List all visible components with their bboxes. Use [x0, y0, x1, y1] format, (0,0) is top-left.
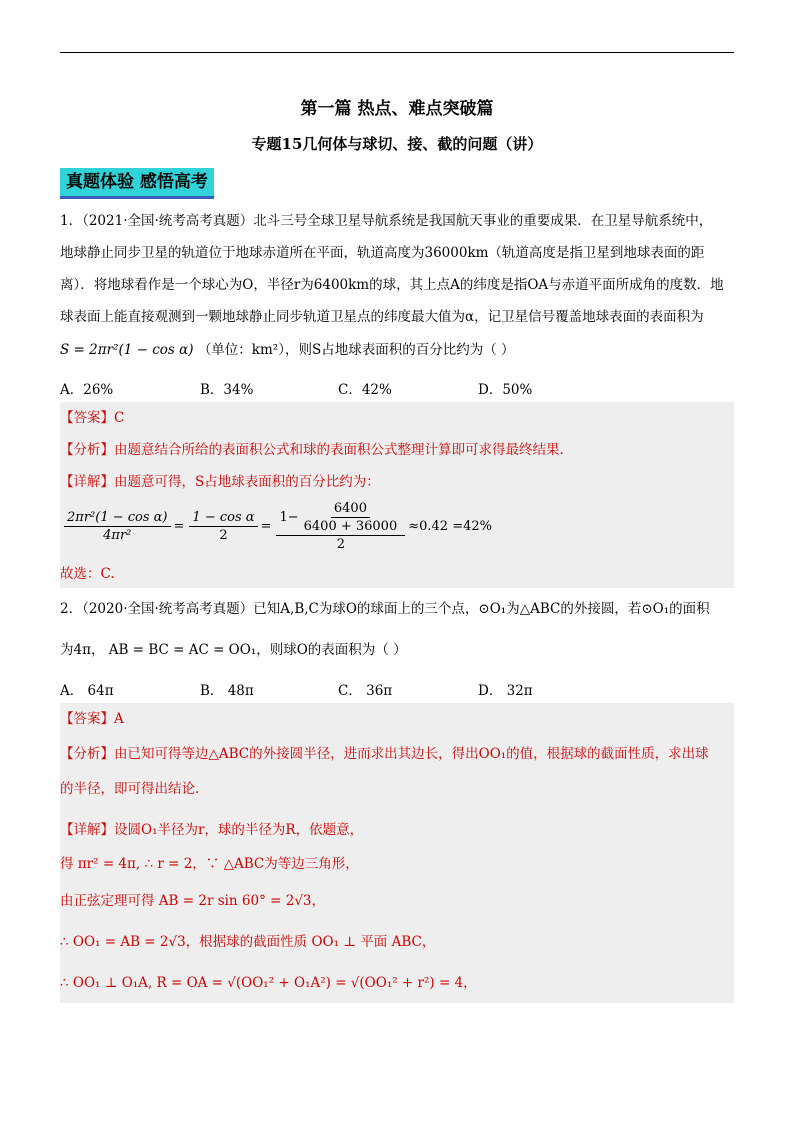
q1-line-5-rest: （单位：km²），则S占地球表面积的百分比约为（ ） [197, 342, 515, 358]
q2-detail-3: 由正弦定理可得 AB = 2r sin 60° = 2√3， [60, 893, 326, 909]
q2-analysis-2: 的半径，即可得出结论. [60, 781, 200, 797]
top-rule [60, 52, 734, 53]
q2-option-b[interactable]: B． 48π [200, 683, 254, 699]
q1-frac-2-num: 1 − cos α [189, 509, 257, 527]
q1-frac-1-den: 4πr² [103, 528, 132, 543]
q1-frac-2-den: 2 [219, 528, 228, 543]
topic-title: 专题15几何体与球切、接、截的问题（讲） [251, 135, 543, 153]
q1-conclusion: 故选：C. [60, 566, 115, 582]
q1-frac-3 [276, 500, 405, 553]
q1-line-1: 1．（2021·全国·统考高考真题）北斗三号全球卫星导航系统是我国航天事业的重要成果．在卫星导航系统中， [60, 213, 713, 229]
q1-surface-formula: S = 2πr²(1 − cos α) [60, 342, 194, 358]
q1-detail: 【详解】由题意可得，S占地球表面积的百分比约为： [60, 474, 380, 490]
q1-answer: 【答案】C [60, 410, 125, 426]
q1-option-d[interactable]: D．50% [478, 382, 533, 398]
q1-option-a[interactable]: A．26% [60, 382, 114, 398]
q1-option-c[interactable]: C．42% [338, 382, 392, 398]
q2-option-d[interactable]: D． 32π [478, 683, 533, 699]
q1-line-5 [60, 340, 734, 360]
q1-frac-3-num: 1− $\frac{6400}{6400 + 36000}$ [276, 500, 405, 536]
q1-line-2: 地球静止同步卫星的轨道位于地球赤道所在平面，轨道高度为36000km（轨道高度是指卫星到地球表面的距 [60, 245, 705, 261]
q2-detail-5: ∴ OO₁ ⊥ O₁A, R = OA = √(OO₁² + O₁A²) = √(OO₁² + r²) = 4， [60, 975, 477, 991]
q1-result: ≈0.42 =42% [408, 519, 492, 534]
q2-detail-2: 得 πr² = 4π, ∴ r = 2，∵ △ABC为等边三角形， [60, 856, 359, 872]
q1-option-b[interactable]: B．34% [200, 382, 254, 398]
q2-analysis-1: 【分析】由已知可得等边△ABC的外接圆半径，进而求出其边长，得出OO₁的值，根据球的截面性质，求出球 [60, 746, 709, 762]
q2-answer: 【答案】A [60, 711, 124, 727]
q2-option-c[interactable]: C． 36π [338, 683, 393, 699]
q1-frac-3-den: 2 [336, 537, 345, 552]
q1-frac-2 [189, 509, 257, 544]
q1-frac-1-num: 2πr²(1 − cos α) [64, 509, 171, 527]
q2-line-2: 为4π， AB = BC = AC = OO₁，则球O的表面积为（ ） [60, 642, 407, 658]
q1-calculation: $\frac{\text{2πr²(1 − cos α)}}{\text{4πr²}}$ = $\frac{\text{1 − cos α}}{2}$ = 1− $\frac{6400}{6400 + 36000}$ 2 ≈0.42 =42% [62, 500, 495, 553]
q1-solution-box [60, 402, 734, 588]
q2-option-a[interactable]: A． 64π [60, 683, 114, 699]
q1-frac-3-inner-num: 6400 [331, 500, 370, 518]
q2-detail-4: ∴ OO₁ = AB = 2√3，根据球的截面性质 OO₁ ⊥ 平面 ABC， [60, 934, 436, 950]
q1-analysis: 【分析】由题意结合所给的表面积公式和球的表面积公式整理计算即可求得最终结果. [60, 442, 564, 458]
q2-line-1: 2．（2020·全国·统考高考真题）已知A,B,C为球O的球面上的三个点，⊙O₁为△ABC的外接圆，若⊙O₁的面积 [60, 601, 710, 617]
q1-frac-1 [64, 509, 171, 544]
part-title: 第一篇 热点、难点突破篇 [300, 99, 494, 119]
section-banner: 真题体验 感悟高考 [60, 168, 214, 199]
q1-frac-3-inner [301, 500, 401, 535]
q1-frac-3-inner-den: 6400 + 36000 [303, 519, 398, 534]
q1-line-3: 离）．将地球看作是一个球心为O，半径r为6400km的球，其上点A的纬度是指OA与赤道平面所成角的度数．地 [60, 277, 724, 293]
q1-line-4: 球表面上能直接观测到一颗地球静止同步轨道卫星点的纬度最大值为α，记卫星信号覆盖地球表面的表面积为 [60, 309, 704, 325]
q2-detail-1: 【详解】设圆O₁半径为r，球的半径为R，依题意， [60, 822, 364, 838]
